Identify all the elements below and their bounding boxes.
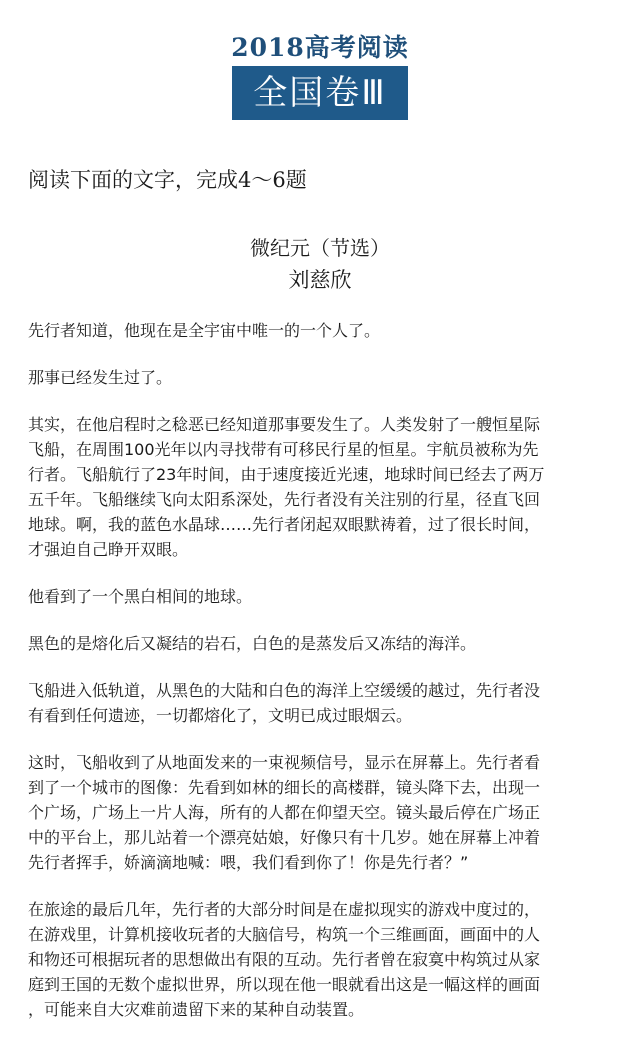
paragraph: 飞船进入低轨道，从黑色的大陆和白色的海洋上空缓缓的越过，先行者没 有看到任何遗迹，一切都熔化了，文明已成过眼烟云。: [28, 681, 541, 725]
reading-instruction: 阅读下面的文字，完成4～6题: [28, 168, 307, 192]
paragraph: 黑色的是熔化后又凝结的岩石，白色的是蒸发后又冻结的海洋。: [28, 634, 477, 653]
paragraph: 先行者知道，他现在是全宇宙中唯一的一个人了。: [28, 321, 381, 340]
paragraph: 那事已经发生过了。: [28, 368, 173, 387]
paragraph: 其实，在他启程时之稔恶已经知道那事要发生了。人类发射了一艘恒星际 飞船，在周围100光年以内寻找带有可移民行星的恒星。宇航员被称为先 行者。飞船航行了23年时间，由于速度接近光速，地球时间已经去了两万 五千年。飞船继续飞向太阳系深处，先行者没有关注别的行星，径直飞回 地球。啊，我的蓝色水晶球……先行者闭起双眼默祷着，过了很长时间， 才强迫自己睁开双眼。: [28, 415, 545, 559]
paragraph: 他看到了一个黑白相间的地球。: [28, 587, 253, 606]
header-title: 2018高考阅读: [231, 33, 409, 62]
header-banner: 全国卷Ⅲ: [232, 66, 408, 120]
work-author: 刘慈欣: [288, 268, 352, 292]
work-title: 微纪元（节选）: [250, 236, 390, 260]
paragraph: 这时，飞船收到了从地面发来的一束视频信号，显示在屏幕上。先行者看 到了一个城市的图像：先看到如林的细长的高楼群，镜头降下去，出现一 个广场，广场上一片人海，所有的人都在仰望天空。镜头最后停在广场正 中的平台上，那儿站着一个漂亮姑娘，好像只有十几岁。她在屏幕上冲着 先行者挥手，娇滴滴地喊：喂，我们看到你了！你是先行者？”: [28, 753, 541, 872]
passage-body: [28, 318, 618, 1044]
paragraph: 在旅途的最后几年，先行者的大部分时间是在虚拟现实的游戏中度过的， 在游戏里，计算机接收玩者的大脑信号，构筑一个三维画面，画面中的人 和物还可根据玩者的思想做出有限的互动。先行者曾在寂寞中构筑过从家 庭到王国的无数个虚拟世界，所以现在他一眼就看出这是一幅这样的画面 ，可能来自大灾难前遗留下来的某种自动装置。: [28, 900, 541, 1019]
